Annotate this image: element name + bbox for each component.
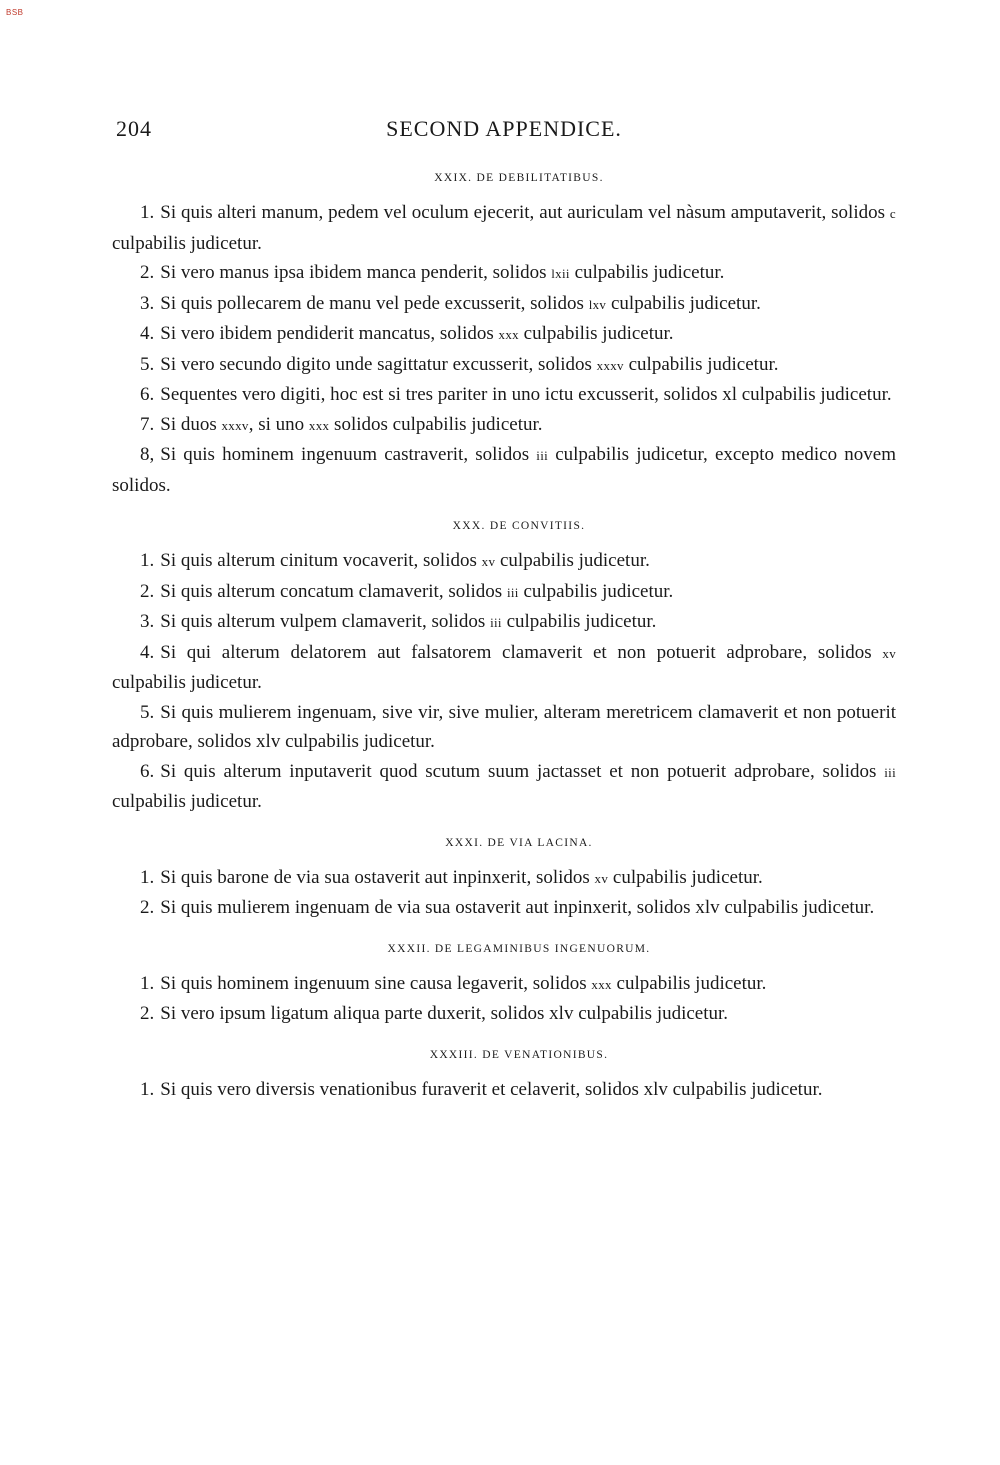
paragraph-text: Si quis vero diversis venationibus furaverit et celaverit, solidos xlv culpabilis judicetur. <box>160 1078 823 1100</box>
library-watermark: BSB <box>6 8 24 17</box>
roman-numeral: xxxv <box>221 417 249 433</box>
roman-numeral: lxii <box>551 266 570 281</box>
section <box>112 837 896 923</box>
paragraph-number: 2. <box>140 580 155 602</box>
paragraph <box>112 198 896 258</box>
paragraph-text: Si quis pollecarem de manu vel pede excusserit, solidos lxv culpabilis judicetur. <box>160 292 761 314</box>
paragraph-number: 2. <box>140 897 155 918</box>
paragraph-text: Si quis hominem ingenuum castraverit, solidos iii culpabilis judicetur, excepto medico novem solidos. <box>112 444 896 496</box>
paragraph-number: 5. <box>140 701 155 723</box>
document-page <box>112 112 896 1104</box>
paragraph-text: Si quis barone de via sua ostaverit aut inpinxerit, solidos xv culpabilis judicetur. <box>160 866 763 888</box>
roman-numeral: iii <box>490 615 502 630</box>
paragraph <box>112 969 896 1000</box>
paragraph-number: 7. <box>140 413 155 435</box>
paragraph <box>112 607 896 638</box>
paragraph-text: Si quis alteri manum, pedem vel oculum ejecerit, aut auriculam vel nàsum amputaverit, solidos c culpabilis judicetur. <box>112 202 896 254</box>
paragraph <box>112 1075 896 1105</box>
paragraph-number: 8, <box>140 444 155 465</box>
section <box>112 520 896 817</box>
section-title: XXX. DE CONVITIIS. <box>452 520 586 532</box>
paragraph <box>112 410 896 441</box>
roman-numeral: iii <box>536 448 549 463</box>
paragraph-text: Si quis alterum concatum clamaverit, solidos iii culpabilis judicetur. <box>160 580 674 602</box>
paragraph-text: Si vero ibidem pendiderit mancatus, solidos xxx culpabilis judicetur. <box>160 323 674 344</box>
paragraph-number: 6. <box>140 760 155 782</box>
paragraph-number: 3. <box>140 292 155 314</box>
paragraph-number: 2. <box>140 1003 155 1024</box>
running-title: SECOND APPENDICE. <box>386 116 622 141</box>
paragraph-text: Sequentes vero digiti, hoc est si tres pariter in uno ictu excusserit, solidos xl culpabilis judicetur. <box>160 384 892 405</box>
section-title: XXXII. DE LEGAMINIBUS INGENUORUM. <box>387 942 651 955</box>
paragraph <box>112 638 896 698</box>
paragraph <box>112 319 896 350</box>
section <box>112 943 896 1029</box>
roman-numeral: iii <box>884 764 896 780</box>
paragraph-number: 1. <box>140 550 155 571</box>
paragraph <box>112 350 896 381</box>
running-head <box>112 112 896 152</box>
paragraph-text: Si quis hominem ingenuum sine causa legaverit, solidos xxx culpabilis judicetur. <box>160 972 767 994</box>
roman-numeral: xxxv <box>596 357 624 373</box>
paragraph <box>112 757 896 817</box>
paragraph-text: Si vero ipsum ligatum aliqua parte duxerit, solidos xlv culpabilis judicetur. <box>160 1003 729 1024</box>
paragraph-number: 4. <box>140 641 155 663</box>
paragraph <box>112 258 896 289</box>
paragraph-text: Si quis alterum inputaverit quod scutum suum jactasset et non potuerit adprobare, solidos iii culpabilis judicetur. <box>112 760 896 812</box>
paragraph <box>112 577 896 608</box>
paragraph-text: Si quis alterum cinitum vocaverit, solidos xv culpabilis judicetur. <box>160 550 650 571</box>
paragraph-number: 1. <box>140 202 155 223</box>
page-number: 204 <box>116 116 152 141</box>
paragraph <box>112 440 896 500</box>
section-title: XXXI. DE VIA LACINA. <box>445 836 593 849</box>
paragraph <box>112 289 896 320</box>
paragraph-number: 6. <box>140 384 155 405</box>
paragraph-text: Si quis mulierem ingenuam, sive vir, sive mulier, alteram meretricem clamaverit et non potuerit adprobare, solidos xlv culpabilis judicetur. <box>112 701 896 752</box>
paragraph-text: Si vero secundo digito unde sagittatur excusserit, solidos xxxv culpabilis judicetur. <box>160 353 779 375</box>
section <box>112 172 896 500</box>
paragraph <box>112 698 896 757</box>
section <box>112 1049 896 1105</box>
section-title: XXIX. DE DEBILITATIBUS. <box>434 172 604 184</box>
paragraph-text: Si duos xxxv, si uno xxx solidos culpabilis judicetur. <box>160 413 543 435</box>
paragraph-number: 1. <box>140 972 155 994</box>
roman-numeral: xxx <box>591 976 612 992</box>
paragraph-number: 3. <box>140 611 155 632</box>
paragraph-text: Si qui alterum delatorem aut falsatorem clamaverit et non potuerit adprobare, solidos xv culpabilis judicetur. <box>112 641 896 693</box>
roman-numeral: c <box>889 206 896 221</box>
paragraph-number: 1. <box>140 866 155 888</box>
paragraph-number: 4. <box>140 323 155 344</box>
roman-numeral: iii <box>506 584 519 600</box>
roman-numeral: xxx <box>308 417 330 433</box>
roman-numeral: xxx <box>498 327 519 342</box>
paragraph-number: 1. <box>140 1078 155 1100</box>
roman-numeral: xv <box>594 870 609 886</box>
section-title: XXXIII. DE VENATIONIBUS. <box>429 1048 609 1061</box>
document-body <box>112 172 896 1104</box>
paragraph <box>112 999 896 1029</box>
paragraph <box>112 893 896 923</box>
paragraph-number: 5. <box>140 353 155 375</box>
paragraph <box>112 863 896 894</box>
roman-numeral: xv <box>481 554 496 569</box>
paragraph-text: Si vero manus ipsa ibidem manca penderit, solidos lxii culpabilis judicetur. <box>160 262 725 283</box>
paragraph-text: Si quis mulierem ingenuam de via sua ostaverit aut inpinxerit, solidos xlv culpabilis judicetur. <box>160 897 875 918</box>
paragraph-number: 2. <box>140 262 155 283</box>
paragraph <box>112 380 896 410</box>
paragraph <box>112 546 896 577</box>
roman-numeral: xv <box>882 645 896 661</box>
roman-numeral: lxv <box>588 296 607 312</box>
paragraph-text: Si quis alterum vulpem clamaverit, solidos iii culpabilis judicetur. <box>160 611 657 632</box>
